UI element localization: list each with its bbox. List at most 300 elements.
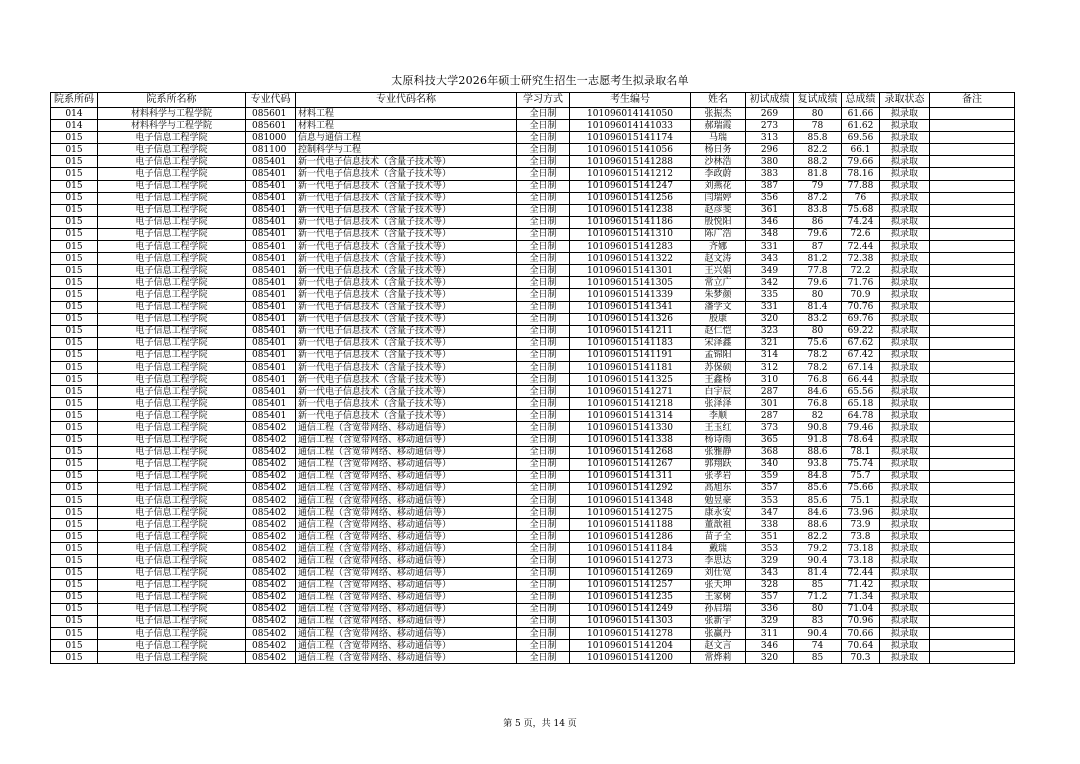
cell-major-code: 085402	[246, 591, 296, 603]
cell-dept-name: 电子信息工程学院	[98, 591, 246, 603]
cell-exam-id: 101096015141273	[570, 555, 691, 567]
cell-remarks	[930, 603, 1015, 615]
cell-remarks	[930, 519, 1015, 531]
cell-major-name: 材料工程	[296, 120, 517, 132]
cell-initial-score: 346	[746, 640, 794, 652]
cell-student-name: 李政蔚	[691, 168, 746, 180]
cell-initial-score: 329	[746, 555, 794, 567]
cell-exam-id: 101096015141188	[570, 519, 691, 531]
cell-total-score: 73.96	[842, 507, 880, 519]
table-row	[51, 204, 1015, 216]
cell-admission-status: 拟录取	[880, 579, 930, 591]
cell-exam-id: 101096015141341	[570, 301, 691, 313]
cell-retest-score: 90.8	[794, 422, 842, 434]
cell-study-mode: 全日制	[517, 531, 570, 543]
cell-initial-score: 351	[746, 531, 794, 543]
cell-major-code: 085401	[246, 337, 296, 349]
cell-total-score: 69.76	[842, 313, 880, 325]
cell-major-code: 085402	[246, 519, 296, 531]
cell-admission-status: 拟录取	[880, 555, 930, 567]
cell-admission-status: 拟录取	[880, 398, 930, 410]
cell-major-name: 新一代电子信息技术（含量子技术等）	[296, 325, 517, 337]
cell-admission-status: 拟录取	[880, 567, 930, 579]
cell-exam-id: 101096015141311	[570, 470, 691, 482]
cell-remarks	[930, 507, 1015, 519]
cell-dept-name: 电子信息工程学院	[98, 228, 246, 240]
cell-initial-score: 373	[746, 422, 794, 434]
cell-total-score: 69.22	[842, 325, 880, 337]
cell-remarks	[930, 628, 1015, 640]
cell-major-name: 通信工程（含宽带网络、移动通信等）	[296, 507, 517, 519]
header-dept-name: 院系所名称	[98, 93, 246, 108]
cell-dept-name: 电子信息工程学院	[98, 567, 246, 579]
cell-dept-code: 015	[51, 253, 98, 265]
cell-total-score: 75.1	[842, 495, 880, 507]
cell-student-name: 刘燕花	[691, 180, 746, 192]
cell-major-name: 新一代电子信息技术（含量子技术等）	[296, 361, 517, 373]
cell-study-mode: 全日制	[517, 410, 570, 422]
cell-total-score: 73.18	[842, 543, 880, 555]
cell-dept-code: 015	[51, 446, 98, 458]
table-row	[51, 349, 1015, 361]
cell-retest-score: 88.6	[794, 446, 842, 458]
cell-major-name: 新一代电子信息技术（含量子技术等）	[296, 253, 517, 265]
cell-dept-code: 014	[51, 120, 98, 132]
cell-study-mode: 全日制	[517, 313, 570, 325]
cell-exam-id: 101096015141056	[570, 144, 691, 156]
cell-initial-score: 349	[746, 265, 794, 277]
cell-student-name: 朱梦颜	[691, 289, 746, 301]
cell-admission-status: 拟录取	[880, 180, 930, 192]
cell-total-score: 67.42	[842, 349, 880, 361]
cell-exam-id: 101096015141174	[570, 132, 691, 144]
cell-major-name: 通信工程（含宽带网络、移动通信等）	[296, 531, 517, 543]
cell-dept-code: 015	[51, 579, 98, 591]
cell-exam-id: 101096015141338	[570, 434, 691, 446]
cell-study-mode: 全日制	[517, 337, 570, 349]
cell-study-mode: 全日制	[517, 277, 570, 289]
cell-student-name: 郝瑞霞	[691, 120, 746, 132]
cell-admission-status: 拟录取	[880, 507, 930, 519]
cell-remarks	[930, 386, 1015, 398]
cell-student-name: 赵文涛	[691, 253, 746, 265]
cell-total-score: 75.7	[842, 470, 880, 482]
cell-study-mode: 全日制	[517, 168, 570, 180]
cell-admission-status: 拟录取	[880, 458, 930, 470]
cell-retest-score: 83.2	[794, 313, 842, 325]
cell-dept-name: 电子信息工程学院	[98, 277, 246, 289]
cell-dept-code: 015	[51, 652, 98, 664]
cell-admission-status: 拟录取	[880, 410, 930, 422]
cell-initial-score: 343	[746, 253, 794, 265]
table-row	[51, 108, 1015, 120]
cell-study-mode: 全日制	[517, 386, 570, 398]
cell-student-name: 孟锦阳	[691, 349, 746, 361]
cell-student-name: 孙启瑞	[691, 603, 746, 615]
cell-total-score: 79.66	[842, 156, 880, 168]
cell-dept-name: 电子信息工程学院	[98, 337, 246, 349]
cell-initial-score: 320	[746, 652, 794, 664]
cell-study-mode: 全日制	[517, 349, 570, 361]
cell-dept-name: 电子信息工程学院	[98, 301, 246, 313]
cell-exam-id: 101096015141283	[570, 241, 691, 253]
cell-student-name: 白宇辰	[691, 386, 746, 398]
cell-remarks	[930, 325, 1015, 337]
cell-exam-id: 101096015141326	[570, 313, 691, 325]
table-row	[51, 241, 1015, 253]
cell-study-mode: 全日制	[517, 640, 570, 652]
cell-major-name: 新一代电子信息技术（含量子技术等）	[296, 374, 517, 386]
cell-major-name: 通信工程（含宽带网络、移动通信等）	[296, 458, 517, 470]
cell-major-name: 通信工程（含宽带网络、移动通信等）	[296, 470, 517, 482]
cell-admission-status: 拟录取	[880, 591, 930, 603]
cell-total-score: 67.14	[842, 361, 880, 373]
cell-retest-score: 91.8	[794, 434, 842, 446]
cell-dept-code: 015	[51, 422, 98, 434]
table-row	[51, 361, 1015, 373]
cell-major-name: 通信工程（含宽带网络、移动通信等）	[296, 652, 517, 664]
cell-student-name: 沙林浩	[691, 156, 746, 168]
cell-dept-code: 015	[51, 519, 98, 531]
cell-student-name: 齐娜	[691, 241, 746, 253]
cell-initial-score: 311	[746, 628, 794, 640]
cell-study-mode: 全日制	[517, 398, 570, 410]
table-row	[51, 482, 1015, 494]
cell-exam-id: 101096015141184	[570, 543, 691, 555]
cell-exam-id: 101096015141330	[570, 422, 691, 434]
cell-exam-id: 101096015141238	[570, 204, 691, 216]
cell-retest-score: 82.2	[794, 531, 842, 543]
cell-total-score: 75.74	[842, 458, 880, 470]
cell-retest-score: 83.8	[794, 204, 842, 216]
cell-remarks	[930, 458, 1015, 470]
cell-major-code: 085401	[246, 168, 296, 180]
cell-study-mode: 全日制	[517, 628, 570, 640]
cell-remarks	[930, 277, 1015, 289]
cell-retest-score: 90.4	[794, 628, 842, 640]
cell-exam-id: 101096015141339	[570, 289, 691, 301]
cell-admission-status: 拟录取	[880, 156, 930, 168]
cell-total-score: 75.66	[842, 482, 880, 494]
cell-exam-id: 101096015141275	[570, 507, 691, 519]
table-row	[51, 132, 1015, 144]
cell-major-code: 081000	[246, 132, 296, 144]
cell-major-name: 通信工程（含宽带网络、移动通信等）	[296, 543, 517, 555]
cell-major-code: 085401	[246, 241, 296, 253]
cell-major-code: 085601	[246, 120, 296, 132]
cell-dept-name: 电子信息工程学院	[98, 615, 246, 627]
cell-initial-score: 357	[746, 482, 794, 494]
table-row	[51, 301, 1015, 313]
cell-dept-name: 电子信息工程学院	[98, 398, 246, 410]
cell-retest-score: 80	[794, 289, 842, 301]
cell-total-score: 72.2	[842, 265, 880, 277]
cell-major-code: 085402	[246, 495, 296, 507]
cell-admission-status: 拟录取	[880, 301, 930, 313]
table-row	[51, 253, 1015, 265]
cell-study-mode: 全日制	[517, 567, 570, 579]
cell-admission-status: 拟录取	[880, 168, 930, 180]
cell-initial-score: 383	[746, 168, 794, 180]
table-row	[51, 265, 1015, 277]
cell-study-mode: 全日制	[517, 180, 570, 192]
cell-study-mode: 全日制	[517, 591, 570, 603]
cell-major-code: 085402	[246, 640, 296, 652]
cell-major-name: 通信工程（含宽带网络、移动通信等）	[296, 555, 517, 567]
cell-total-score: 72.6	[842, 228, 880, 240]
cell-initial-score: 342	[746, 277, 794, 289]
header-initial-score: 初试成绩	[746, 93, 794, 108]
cell-dept-code: 015	[51, 628, 98, 640]
header-study-mode: 学习方式	[517, 93, 570, 108]
header-retest-score: 复试成绩	[794, 93, 842, 108]
table-row	[51, 374, 1015, 386]
cell-dept-code: 015	[51, 204, 98, 216]
cell-remarks	[930, 434, 1015, 446]
header-dept-code: 院系所码	[51, 93, 98, 108]
cell-major-name: 新一代电子信息技术（含量子技术等）	[296, 192, 517, 204]
cell-major-code: 085402	[246, 652, 296, 664]
table-row	[51, 422, 1015, 434]
cell-remarks	[930, 192, 1015, 204]
cell-dept-name: 材料科学与工程学院	[98, 120, 246, 132]
cell-student-name: 张新宇	[691, 615, 746, 627]
cell-dept-name: 电子信息工程学院	[98, 434, 246, 446]
cell-retest-score: 85	[794, 652, 842, 664]
cell-admission-status: 拟录取	[880, 265, 930, 277]
cell-major-code: 085402	[246, 482, 296, 494]
header-admission-status: 录取状态	[880, 93, 930, 108]
cell-major-code: 085401	[246, 313, 296, 325]
cell-major-code: 085401	[246, 325, 296, 337]
cell-dept-name: 电子信息工程学院	[98, 374, 246, 386]
cell-study-mode: 全日制	[517, 458, 570, 470]
cell-dept-code: 015	[51, 289, 98, 301]
cell-study-mode: 全日制	[517, 482, 570, 494]
cell-major-name: 新一代电子信息技术（含量子技术等）	[296, 265, 517, 277]
cell-dept-name: 电子信息工程学院	[98, 168, 246, 180]
cell-admission-status: 拟录取	[880, 253, 930, 265]
table-row	[51, 144, 1015, 156]
cell-study-mode: 全日制	[517, 253, 570, 265]
cell-total-score: 73.8	[842, 531, 880, 543]
cell-total-score: 79.46	[842, 422, 880, 434]
cell-major-code: 085402	[246, 422, 296, 434]
cell-remarks	[930, 156, 1015, 168]
table-row	[51, 289, 1015, 301]
cell-student-name: 张泽泽	[691, 398, 746, 410]
table-row	[51, 216, 1015, 228]
cell-initial-score: 357	[746, 591, 794, 603]
cell-exam-id: 101096015141200	[570, 652, 691, 664]
cell-major-name: 新一代电子信息技术（含量子技术等）	[296, 301, 517, 313]
cell-major-name: 新一代电子信息技术（含量子技术等）	[296, 241, 517, 253]
cell-dept-name: 电子信息工程学院	[98, 422, 246, 434]
cell-dept-code: 015	[51, 349, 98, 361]
cell-initial-score: 296	[746, 144, 794, 156]
cell-major-name: 新一代电子信息技术（含量子技术等）	[296, 349, 517, 361]
header-remarks: 备注	[930, 93, 1015, 108]
cell-student-name: 戴瑞	[691, 543, 746, 555]
cell-study-mode: 全日制	[517, 507, 570, 519]
cell-admission-status: 拟录取	[880, 361, 930, 373]
cell-major-code: 085601	[246, 108, 296, 120]
cell-remarks	[930, 144, 1015, 156]
cell-initial-score: 328	[746, 579, 794, 591]
cell-student-name: 刘仕宽	[691, 567, 746, 579]
cell-dept-name: 电子信息工程学院	[98, 640, 246, 652]
table-row	[51, 519, 1015, 531]
cell-major-code: 085401	[246, 289, 296, 301]
cell-retest-score: 81.4	[794, 301, 842, 313]
cell-study-mode: 全日制	[517, 108, 570, 120]
cell-exam-id: 101096015141288	[570, 156, 691, 168]
cell-admission-status: 拟录取	[880, 531, 930, 543]
cell-student-name: 杨诗雨	[691, 434, 746, 446]
cell-major-name: 新一代电子信息技术（含量子技术等）	[296, 398, 517, 410]
cell-major-code: 085402	[246, 555, 296, 567]
cell-student-name: 殷悦阳	[691, 216, 746, 228]
cell-dept-name: 电子信息工程学院	[98, 482, 246, 494]
cell-major-name: 通信工程（含宽带网络、移动通信等）	[296, 422, 517, 434]
cell-remarks	[930, 422, 1015, 434]
cell-study-mode: 全日制	[517, 325, 570, 337]
cell-study-mode: 全日制	[517, 228, 570, 240]
cell-initial-score: 301	[746, 398, 794, 410]
cell-remarks	[930, 640, 1015, 652]
cell-remarks	[930, 313, 1015, 325]
cell-admission-status: 拟录取	[880, 289, 930, 301]
cell-dept-code: 015	[51, 458, 98, 470]
cell-exam-id: 101096014141033	[570, 120, 691, 132]
cell-remarks	[930, 495, 1015, 507]
cell-dept-name: 电子信息工程学院	[98, 132, 246, 144]
cell-retest-score: 79.6	[794, 277, 842, 289]
cell-total-score: 70.66	[842, 628, 880, 640]
cell-major-name: 通信工程（含宽带网络、移动通信等）	[296, 591, 517, 603]
cell-student-name: 王家树	[691, 591, 746, 603]
cell-major-code: 085401	[246, 156, 296, 168]
header-major-name: 专业代码名称	[296, 93, 517, 108]
cell-major-code: 085402	[246, 603, 296, 615]
cell-dept-code: 015	[51, 374, 98, 386]
cell-admission-status: 拟录取	[880, 204, 930, 216]
cell-admission-status: 拟录取	[880, 615, 930, 627]
cell-initial-score: 365	[746, 434, 794, 446]
cell-remarks	[930, 567, 1015, 579]
cell-initial-score: 269	[746, 108, 794, 120]
cell-dept-code: 015	[51, 241, 98, 253]
cell-exam-id: 101096015141310	[570, 228, 691, 240]
cell-exam-id: 101096015141301	[570, 265, 691, 277]
cell-exam-id: 101096014141050	[570, 108, 691, 120]
cell-student-name: 张天坤	[691, 579, 746, 591]
cell-dept-name: 电子信息工程学院	[98, 507, 246, 519]
table-row	[51, 615, 1015, 627]
header-exam-id: 考生编号	[570, 93, 691, 108]
cell-remarks	[930, 470, 1015, 482]
cell-dept-name: 电子信息工程学院	[98, 531, 246, 543]
cell-total-score: 61.66	[842, 108, 880, 120]
cell-dept-name: 电子信息工程学院	[98, 265, 246, 277]
cell-exam-id: 101096015141249	[570, 603, 691, 615]
cell-dept-name: 电子信息工程学院	[98, 253, 246, 265]
cell-remarks	[930, 615, 1015, 627]
cell-retest-score: 85.6	[794, 495, 842, 507]
table-row	[51, 156, 1015, 168]
cell-initial-score: 361	[746, 204, 794, 216]
cell-student-name: 王鑫杨	[691, 374, 746, 386]
cell-student-name: 王玉红	[691, 422, 746, 434]
cell-initial-score: 353	[746, 543, 794, 555]
cell-study-mode: 全日制	[517, 204, 570, 216]
cell-exam-id: 101096015141267	[570, 458, 691, 470]
cell-remarks	[930, 398, 1015, 410]
cell-remarks	[930, 349, 1015, 361]
cell-total-score: 70.76	[842, 301, 880, 313]
cell-total-score: 64.78	[842, 410, 880, 422]
cell-remarks	[930, 204, 1015, 216]
cell-dept-code: 015	[51, 555, 98, 567]
cell-study-mode: 全日制	[517, 265, 570, 277]
cell-major-code: 085401	[246, 228, 296, 240]
cell-initial-score: 338	[746, 519, 794, 531]
cell-student-name: 郭翔跃	[691, 458, 746, 470]
cell-admission-status: 拟录取	[880, 337, 930, 349]
table-row	[51, 603, 1015, 615]
cell-dept-code: 015	[51, 265, 98, 277]
cell-dept-code: 015	[51, 470, 98, 482]
cell-retest-score: 86	[794, 216, 842, 228]
cell-major-name: 通信工程（含宽带网络、移动通信等）	[296, 482, 517, 494]
cell-retest-score: 76.8	[794, 398, 842, 410]
cell-exam-id: 101096015141322	[570, 253, 691, 265]
cell-student-name: 张孝岩	[691, 470, 746, 482]
cell-exam-id: 101096015141268	[570, 446, 691, 458]
cell-remarks	[930, 216, 1015, 228]
cell-retest-score: 81.4	[794, 567, 842, 579]
cell-major-code: 085402	[246, 615, 296, 627]
cell-major-code: 085402	[246, 434, 296, 446]
cell-initial-score: 356	[746, 192, 794, 204]
cell-admission-status: 拟录取	[880, 132, 930, 144]
cell-retest-score: 85.8	[794, 132, 842, 144]
header-total-score: 总成绩	[842, 93, 880, 108]
cell-dept-code: 014	[51, 108, 98, 120]
cell-major-code: 085402	[246, 543, 296, 555]
cell-admission-status: 拟录取	[880, 228, 930, 240]
cell-study-mode: 全日制	[517, 301, 570, 313]
cell-student-name: 苏保硕	[691, 361, 746, 373]
cell-initial-score: 348	[746, 228, 794, 240]
cell-dept-code: 015	[51, 216, 98, 228]
cell-dept-name: 电子信息工程学院	[98, 192, 246, 204]
cell-dept-code: 015	[51, 313, 98, 325]
cell-initial-score: 343	[746, 567, 794, 579]
cell-retest-score: 80	[794, 603, 842, 615]
cell-study-mode: 全日制	[517, 603, 570, 615]
table-row	[51, 628, 1015, 640]
cell-dept-name: 电子信息工程学院	[98, 204, 246, 216]
table-row	[51, 228, 1015, 240]
cell-dept-name: 电子信息工程学院	[98, 519, 246, 531]
cell-retest-score: 81.8	[794, 168, 842, 180]
cell-major-name: 新一代电子信息技术（含量子技术等）	[296, 289, 517, 301]
cell-initial-score: 287	[746, 386, 794, 398]
cell-major-code: 085401	[246, 192, 296, 204]
cell-dept-code: 015	[51, 567, 98, 579]
cell-major-name: 新一代电子信息技术（含量子技术等）	[296, 204, 517, 216]
